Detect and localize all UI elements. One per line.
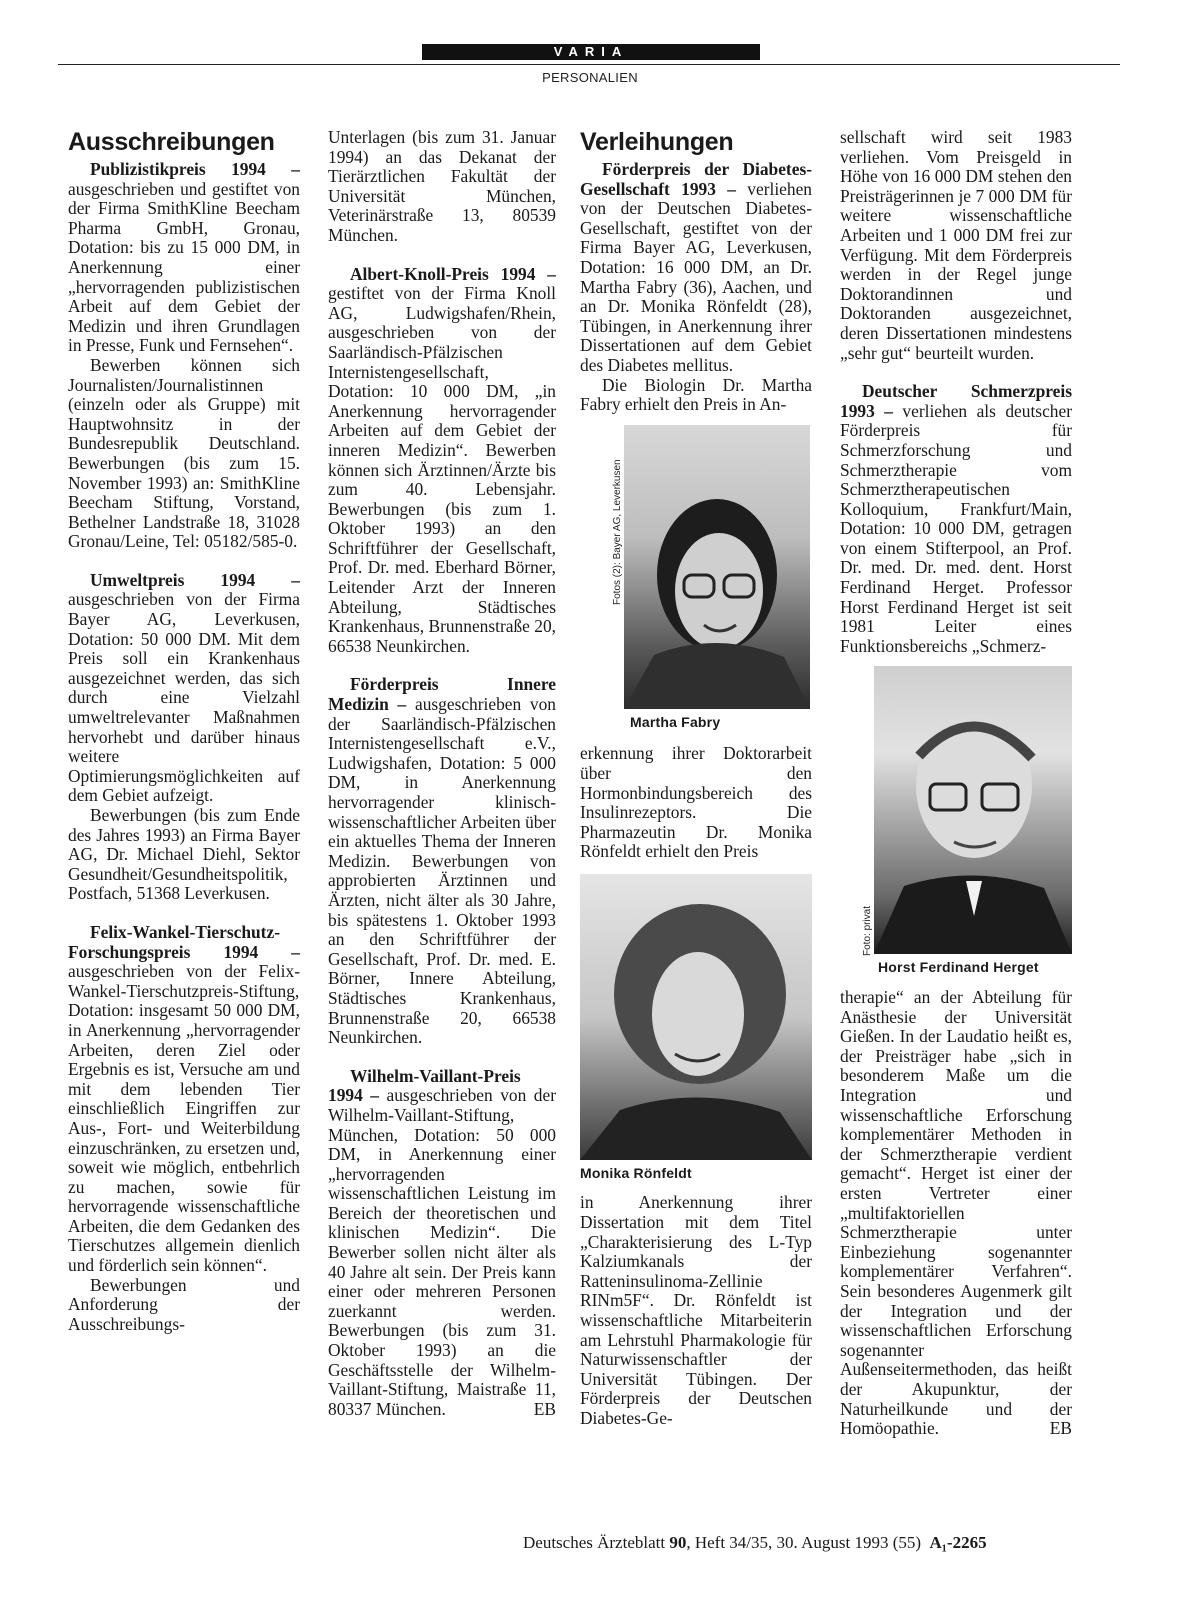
- photo-caption: Monika Rönfeldt: [580, 1164, 692, 1181]
- article-text: therapie“ an der Abteilung für Anästhesie der Universität Gießen. In der Laudatio heißt es, der Preisträger habe „sich in besonderem Maße um die Integration und wissenschaftliche Erforschung komplementärer Methoden in der Schmerztherapie verdient gemacht“. Herget ist einer der ersten Vertreter einer „multifaktoriellen Schmerztherapie unter Einbeziehung sogenannter komplementärer Verfahren“. Sein besonderes Augenmerk gilt der Integration und der wissenschaftlichen Erforschung sogenannter Außenseitermethoden, das heißt der Akupunktur, der Naturheilkunde und der Homöopathie.: [840, 987, 1072, 1439]
- article-paragraph: [840, 988, 1072, 1439]
- page-footer: [523, 1533, 1083, 1553]
- article-paragraph: [328, 265, 556, 657]
- article-lead: Förderpreis der Diabetes-Gesellschaft 1993 –: [580, 159, 812, 199]
- header-rule: [58, 64, 1120, 65]
- article-text: ausgeschrieben von der Felix-Wankel-Tierschutzpreis-Stiftung, Dotation: insgesamt 50 000 DM, in Anerkennung „hervorragender Arbeiten, deren Ziel oder Ergebnis es ist, Versuche am und mit dem lebenden Tier einschließlich Eingriffen zur Aus-, Fort- und Weiterbildung einzuschränken, zu ersetzen und, soweit wie möglich, entbehrlich zu machen, sowie für hervorragende wissenschaftliche Arbeiten, die dem Gedanken des Tierschutzes allgemein dienlich und förderlich sein können“.: [68, 961, 300, 1276]
- article-paragraph: [68, 160, 300, 356]
- journal-volume: 90: [669, 1533, 687, 1552]
- article-paragraph: [840, 382, 1072, 656]
- column-4: [840, 128, 1072, 1439]
- article-paragraph: [328, 675, 556, 1047]
- photo-caption: Horst Ferdinand Herget: [878, 959, 1039, 976]
- author-sign: EB: [1049, 1418, 1072, 1439]
- article-text: ausgeschrieben von der Firma Bayer AG, Leverkusen, Dotation: 50 000 DM. Mit dem Preis soll ein Krankenhaus ausgezeichnet werden, das sich durch eine Vielzahl umweltrelevanter Maßnahmen hervorhebt und darüber hinaus weitere Optimierungsmöglichkeiten auf dem Gebiet aufzeigt.: [68, 589, 300, 806]
- article-paragraph: in Anerkennung ihrer Dissertation mit dem Titel „Charakterisierung des L-Typ Kalziumkanals der Ratteninsulinoma-Zellinie RINm5F“. Dr. Rönfeldt ist wissenschaftliche Mitarbeiterin am Lehrstuhl Pharmakologie für Naturwissenschaftler der Universität Tübingen. Der Förderpreis der Deutschen Diabetes-Ge-: [580, 1192, 812, 1428]
- column-1: [68, 128, 300, 1353]
- article-paragraph: Unterlagen (bis zum 31. Januar 1994) an das Dekanat der Tierärztlichen Fakultät der Universität München, Veterinärstraße 13, 80539 München.: [328, 127, 556, 245]
- portrait-photo-monika-roenfeldt: [580, 874, 812, 1160]
- photo-credit: Fotos (2): Bayer AG, Leverkusen: [612, 459, 623, 605]
- photo-credit: Foto: privat: [862, 906, 873, 957]
- photo-block-fabry: [612, 425, 810, 733]
- article-paragraph: [68, 923, 300, 1276]
- section-heading-ausschreibungen: Ausschreibungen: [68, 128, 275, 156]
- article-text: ausgeschrieben von der Wilhelm-Vaillant-Stiftung, München, Dotation: 50 000 DM, in Anerkennung einer „hervorragenden wissenschaftlichen Leistung im Bereich der theoretischen und klinischen Medizin“. Die Bewerber sollen nicht älter als 40 Jahre alt sein. Der Preis kann einer oder mehreren Personen zuerkannt werden. Bewerbungen (bis zum 31. Oktober 1993) an die Geschäftsstelle der Wilhelm-Vaillant-Stiftung, Maistraße 11, 80337 München.: [328, 1085, 556, 1419]
- article-lead: Förderpreis Innere Medizin –: [328, 674, 556, 715]
- section-heading-verleihungen: Verleihungen: [580, 128, 734, 156]
- article-paragraph: Die Biologin Dr. Martha Fabry erhielt den Preis in An-: [580, 374, 812, 415]
- page-number: A₁-2265: [929, 1533, 987, 1552]
- article-text: verliehen als deutscher Förderpreis für Schmerzforschung und Schmerztherapie vom Schmerztherapeutischen Kolloquium, Frankfurt/Main, Dotation: 10 000 DM, getragen von einem Stifterpool, an Prof. Dr. med. Dr. med. dent. Horst Ferdinand Herget. Professor Horst Ferdinand Herget ist seit 1981 Leiter eines Funktionsbereichs „Schmerz-: [840, 400, 1072, 656]
- issue-info: , Heft 34/35, 30. August 1993 (55): [686, 1533, 922, 1552]
- article-lead: Deutscher Schmerzpreis 1993 –: [840, 381, 1072, 421]
- subsection-label: PERSONALIEN: [542, 70, 638, 85]
- journal-name: Deutsches Ärzteblatt: [523, 1533, 666, 1552]
- article-paragraph: Bewerbungen (bis zum Ende des Jahres 1993) an Firma Bayer AG, Dr. Michael Diehl, Sektor Gesundheit/Gesundheitspolitik, Postfach, 51368 Leverkusen.: [68, 805, 300, 904]
- article-text: ausgeschrieben von der Saarländisch-Pfälzischen Internistengesellschaft e.V., Ludwigshafen, Dotation: 5 000 DM, in Anerkennung hervorragender klinisch-wissenschaftlicher Arbeiten über ein aktuelles Thema der Inneren Medizin. Bewerbungen von approbierten Ärztinnen und Ärzten, nicht älter als 30 Jahre, bis spätestens 1. Oktober 1993 an den Schriftführer der Gesellschaft, Prof. Dr. med. E. Börner, Innere Abteilung, Städtisches Krankenhaus, Brunnenstraße 20, 66538 Neunkirchen.: [328, 694, 556, 1048]
- portrait-sketch: [624, 425, 810, 709]
- article-text: ausgeschrieben und gestiftet von der Firma SmithKline Beecham Pharma GmbH, Gronau, Dotation: bis zu 15 000 DM, in Anerkennung einer „hervorragenden publizistischen Arbeit auf dem Gebiet der Medizin und ihren Grundlagen in Presse, Funk und Fernsehen“.: [68, 178, 300, 356]
- author-sign: EB: [533, 1398, 556, 1419]
- portrait-sketch: [874, 666, 1072, 954]
- article-paragraph: [328, 1067, 556, 1420]
- article-lead: Wilhelm-Vaillant-Preis 1994 –: [328, 1065, 521, 1106]
- article-paragraph: erkennung ihrer Doktorarbeit über den Hormonbindungsbereich des Insulinrezeptors. Die Pharmazeutin Dr. Monika Rönfeldt erhielt den Preis: [580, 743, 812, 862]
- article-paragraph: Bewerbungen und Anforderung der Ausschreibungs-: [68, 1274, 300, 1334]
- photo-block-herget: [862, 666, 1072, 978]
- article-text: gestiftet von der Firma Knoll AG, Ludwigshafen/Rhein, ausgeschrieben von der Saarländisch-Pfälzischen Internistengesellschaft, Dotation: 10 000 DM, „in Anerkennung hervorragender Arbeiten auf dem Gebiet der inneren Medizin“. Bewerben können sich Ärztinnen/Ärzte bis zum 40. Lebensjahr. Bewerbungen (bis zum 1. Oktober 1993) an den Schriftführer der Gesellschaft, Prof. Dr. med. Eberhard Börner, Leitender Arzt der Inneren Abteilung, Städtisches Krankenhaus, Brunnenstraße 20, 66538 Neunkirchen.: [328, 283, 556, 656]
- column-3: [580, 128, 812, 1429]
- article-text: verliehen von der Deutschen Diabetes-Gesellschaft, gestiftet von der Firma Bayer AG, Leverkusen, Dotation: 16 000 DM, an Dr. Martha Fabry (36), Aachen, und an Dr. Monika Rönfeldt (28), Tübingen, in Anerkennung ihrer Dissertationen auf dem Gebiet des Diabetes mellitus.: [580, 178, 812, 375]
- article-lead: Felix-Wankel-Tierschutz-Forschungspreis 1994 –: [68, 921, 300, 962]
- portrait-photo-horst-ferdinand-herget: [874, 666, 1072, 954]
- article-lead: Umweltpreis 1994 –: [90, 569, 300, 590]
- photo-block-roenfeldt: [580, 874, 812, 1184]
- photo-caption: Martha Fabry: [630, 713, 721, 730]
- portrait-photo-martha-fabry: [624, 425, 810, 709]
- article-paragraph: Bewerben können sich Journalisten/Journalistinnen (einzeln oder als Gruppe) mit Hauptwohnsitz in der Bundesrepublik Deutschland. Bewerbungen (bis zum 15. November 1993) an: SmithKline Beecham Stiftung, Vorstand, Bethelner Landstraße 18, 31028 Gronau/Leine, Tel: 05182/585-0.: [68, 354, 300, 552]
- column-2: [328, 128, 556, 1438]
- article-lead: Albert-Knoll-Preis 1994 –: [350, 263, 556, 284]
- portrait-sketch: [580, 874, 812, 1160]
- article-paragraph: [580, 160, 812, 376]
- article-lead: Publizistikpreis 1994 –: [90, 159, 300, 179]
- article-paragraph: [68, 571, 300, 806]
- section-banner: VARIA: [422, 44, 760, 60]
- article-paragraph: sellschaft wird seit 1983 verliehen. Vom Preisgeld in Höhe von 16 000 DM stehen den Preisträgerinnen je 7 000 DM für weitere wissenschaftliche Arbeiten und 1 000 DM frei zur Verfügung. Mit dem Förderpreis werden in der Regel junge Doktorandinnen und Doktoranden ausgezeichnet, deren Dissertationen mindestens „sehr gut“ beurteilt wurden.: [840, 127, 1072, 363]
